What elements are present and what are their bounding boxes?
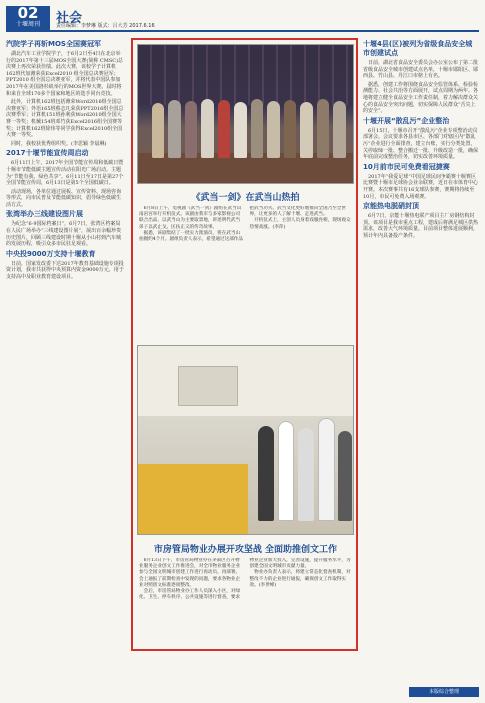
article-paragraph: 日前，国家发改委下达2017年教育基础设施专项投资计划，我市共获得中央预算内资金9000万元，用于支持高中及职业教育建设项目。 [6,260,124,281]
paper-name: 十堰周刊 [15,21,40,28]
article-paragraph: 2017年“我爱足球”中国足球民间争霸赛十堰赛区比赛暨十堰市足球协会业余联赛，近日在市体育中心开赛。本次赛事共有16支球队参赛，赛期将持续至10月，市民可免费入场观赛。 [363,173,479,200]
article-paragraph: 开机仪式上，主创人员身着戏服亮相，现场观众热情高涨。(李萍) [249,218,351,230]
corner-note: 本版综合整理 [409,687,479,697]
article-paragraph: 此外，计算机162班包括潍荣Word2016组全国总决赛亚军；外语165班蔡志凡荣获PPT2016组全国总决赛季军；计算机151班孙利获Word2010组全国大赛一等奖；机械154班邓竹获Excel2016组全国赛等奖；计算机162班徐伟等同学获得Excel2010组全国大赛一等奖。 [6,99,124,139]
featured-articles-box [131,38,358,651]
article-title: 2017十堰节能宣传周启动 [6,149,89,158]
article-title: 中央投9000万支持十堰教育 [6,249,96,258]
right-column [363,38,479,688]
article-paragraph: 6月15日，十堰市召开“散乱污”企业专项整治动员部署会。会议要求各县市区、各部门对辖区内“散乱污”企业进行全面排查，建立台账，实行分类处置，关停取缔一批、整合搬迁一批、升级改造一批，确保年底前完成整治任务，切实改善环境质量。 [363,127,479,161]
article-paragraph: 6月13日下午，市房管局物业办在茅箭区召开物业服务企业创文工作推进会，对全市物业服务企业参与全国文明城市创建工作进行再动员、再部署。会上通报了前期检查中发现的问题，要求各物业企业对照创文标准逐项整改。 [139,558,241,588]
article-paragraph: 湖北汽车工业学院学子，于6月2日至4日在北京举行的2017年第十三届MOS全国大赛(简称 CMSC)总决赛上再次荣获佳绩。此次大赛，该校学子计算机162班代加潍荣获Excel2010 组全国总决赛冠军；PPT2010 组全国总决赛亚军，并将代表中国队参加2017年在美国洛杉矶举行的MOS世界大赛。届时将和来自全球170多个国家和地区的选手同台竞技。 [6,51,124,97]
feature-headline-2: 市房管局物业办展开攻坚战 全面助推创文工作 [153,545,338,555]
editor-credits: 责任编辑：李梦琳 版式：吕大芳 2017.6.16 [56,23,155,29]
article-title: 10月前市民可免费看冠捷赛 [363,162,450,171]
article-paragraph: 为纪念“6·9国际档案日”，6月7日，张湾区档案局在人民广场举办“三线建设图片展”，展出百余幅珍贵历史图片，回顾三线建设时期十堰从小山村到汽车城的发展历程，吸引众多市民驻足观看。 [6,221,122,248]
article-paragraph: 6月7日，京能十堰热电联产项目主厂房钢结构封顶。该项目是我市重点工程，建成后将满足城区供热需求，改善大气环境质量。目前项目整体进展顺利，预计年内具备投产条件。 [363,213,479,239]
left-column [6,38,124,688]
article-title: 京能热电脱硝封顶 [363,202,419,211]
article-title: 汽院学子再斩MOS全国赛冠军 [6,40,101,48]
page-number: 02 [17,4,39,22]
masthead [6,6,479,32]
page-number-badge [6,6,50,30]
article-title: 十堰4县(区)被列为省级食品安全城市创建试点 [363,40,473,57]
article-paragraph: 活动现场，各单位通过展板、宣传资料、现场咨询等形式，向市民普及节能低碳知识，倡导绿色低碳生活方式。 [6,188,122,208]
article-paragraph: 据悉，创建工作将围绕食品安全监管体系、检验检测能力、社会共治等方面展开，试点周期为两年。各地将建立健全食品安全工作责任制，着力解决群众关心的食品安全突出问题，切实保障人民群众“舌尖上的安全”。 [363,81,479,115]
feature-article-1 [139,206,354,338]
article-paragraph: 同时，我校获优秀组织奖。(李思颖 李晨琳) [11,140,107,147]
office-meeting-photo [137,345,354,535]
feature-article-2 [139,558,354,650]
article-paragraph: 物业办负责人表示，将建立常态化督查机制，对整改不力的企业进行通报，确保创文工作取得实效。(李世峰) [249,570,351,588]
article-paragraph: 6月11日上午，2017年全国节能宣传周和低碳日暨十堰市节能低碳主题宣传活动在阳光广场启动。主题为“节能有我，绿色共享”。6月11日至17日是第27个全国节能宣传周，6月13日是第5个全国低碳日。 [6,160,124,187]
article-title: 十堰开展“散乱污”企业整治 [363,116,450,125]
stage-group-photo [137,44,354,184]
feature-headline-1: 《武当一剑》在武当山热拍 [191,193,300,203]
article-paragraph: 日前，湖北省食品安全委员会办公室公布了第二批省级食品安全城市创建试点名单，十堰市郧阳区、郧西县、竹山县、丹江口市榜上有名。 [363,60,479,80]
article-paragraph: 会后，市房管局物业办工作人员深入小区，对绿化、卫生、停车秩序、公共设施等进行督查，要求物业企业加大投入，完善设施，提升服务水平，为创建全国文明城市贡献力量。 [139,558,351,601]
article-paragraph: 6月8日上午，电视剧《武当一剑》剧组在武当山南岩宫举行开机仪式。该剧由我市与多家影视公司联合出品，以武当山为主要取景地，讲述明代武当弟子以武止戈、匡扶正义的传奇故事。 [139,206,242,230]
article-title: 张湾举办三线建设图片展 [6,210,83,219]
section-title: 社会 [56,11,83,26]
article-paragraph: 据悉，该剧集结了一批实力派演员，将在武当山拍摄约4个月。剧组负责人表示，希望通过这部作品把武当功夫、武当文化更好地推向全国乃至全世界，让更多的人了解十堰、走进武当。 [139,206,346,243]
